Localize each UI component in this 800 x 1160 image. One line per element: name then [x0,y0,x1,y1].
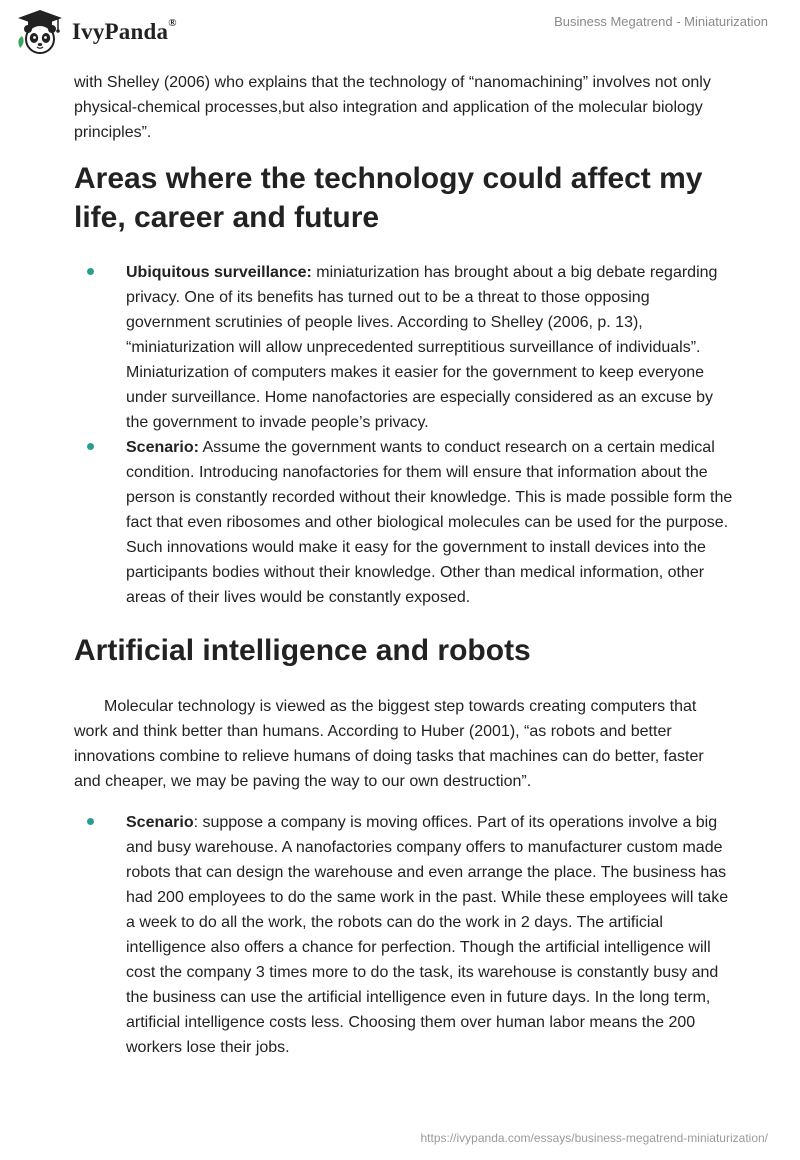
source-url[interactable]: https://ivypanda.com/essays/business-megatrend-miniaturization/ [420,1131,768,1145]
logo-text: IvyPanda [72,19,169,44]
list-item [74,435,734,610]
list-item [74,810,734,1060]
ai-bullet-list [74,810,734,1060]
document-title: Business Megatrend - Miniaturization [554,14,768,29]
heading-ai: Artificial intelligence and robots [74,634,531,667]
bullet-text: miniaturization has brought about a big debate regarding privacy. One of its benefits has turned out to be a threat to those opposing government scrutinies of people lives. According to Shelley (2006, p. 13), “miniaturization will allow unprecedented surreptitious surveillance of individuals”. Miniaturization of computers makes it easier for the government to keep everyone under surveillance. Home nanofactories are especially considered as an excuse by the government to invade people’s privacy. [126,264,718,431]
logo-wordmark [72,19,177,45]
bullet-label: Scenario [126,814,194,831]
bullet-icon [87,268,94,275]
ivypanda-logo[interactable] [14,8,177,56]
bullet-icon [87,443,94,450]
bullet-text: Assume the government wants to conduct research on a certain medical condition. Introducing nanofactories for them will ensure that information about the person is constantly recorded without their knowledge. This is made possible form the fact that even ribosomes and other biological molecules can be used for the purpose. Such innovations would make it easy for the government to install devices into the participants bodies without their knowledge. Other than medical information, other areas of their lives would be constantly exposed. [126,439,733,606]
bullet-label: Ubiquitous surveillance: [126,264,312,281]
bullet-icon [87,818,94,825]
list-item [74,260,734,435]
bullet-text: : suppose a company is moving offices. Part of its operations involve a big and busy warehouse. A nanofactories company offers to manufacturer custom made robots that can design the warehouse and even arrange the place. The business has had 200 employees to do the same work in the past. While these employees will take a week to do all the work, the robots can do the work in 2 days. The artificial intelligence also offers a chance for perfection. Though the artificial intelligence will cost the company 3 times more to do the task, its warehouse is constantly busy and the business can use the artificial intelligence even in future days. In the long term, artificial intelligence costs less. Choosing them over human labor means the 200 workers lose their jobs. [126,814,729,1056]
bullet-label: Scenario: [126,439,199,456]
areas-bullet-list [74,260,734,610]
panda-graduate-icon [14,8,66,56]
heading-areas: Areas where the technology could affect my life, career and future [74,162,703,234]
ai-paragraph: Molecular technology is viewed as the biggest step towards creating computers that work and think better than humans. According to Huber (2001), “as robots and better innovations combine to relieve humans of doing tasks that machines can do better, faster and cheaper, we may be paving the way to our own destruction”. [74,698,704,790]
intro-paragraph: with Shelley (2006) who explains that the technology of “nanomachining” involves not only physical-chemical processes,but also integration and application of the molecular biology principles”. [74,74,711,141]
registered-mark: ® [168,17,177,29]
essay-content [74,70,734,1060]
